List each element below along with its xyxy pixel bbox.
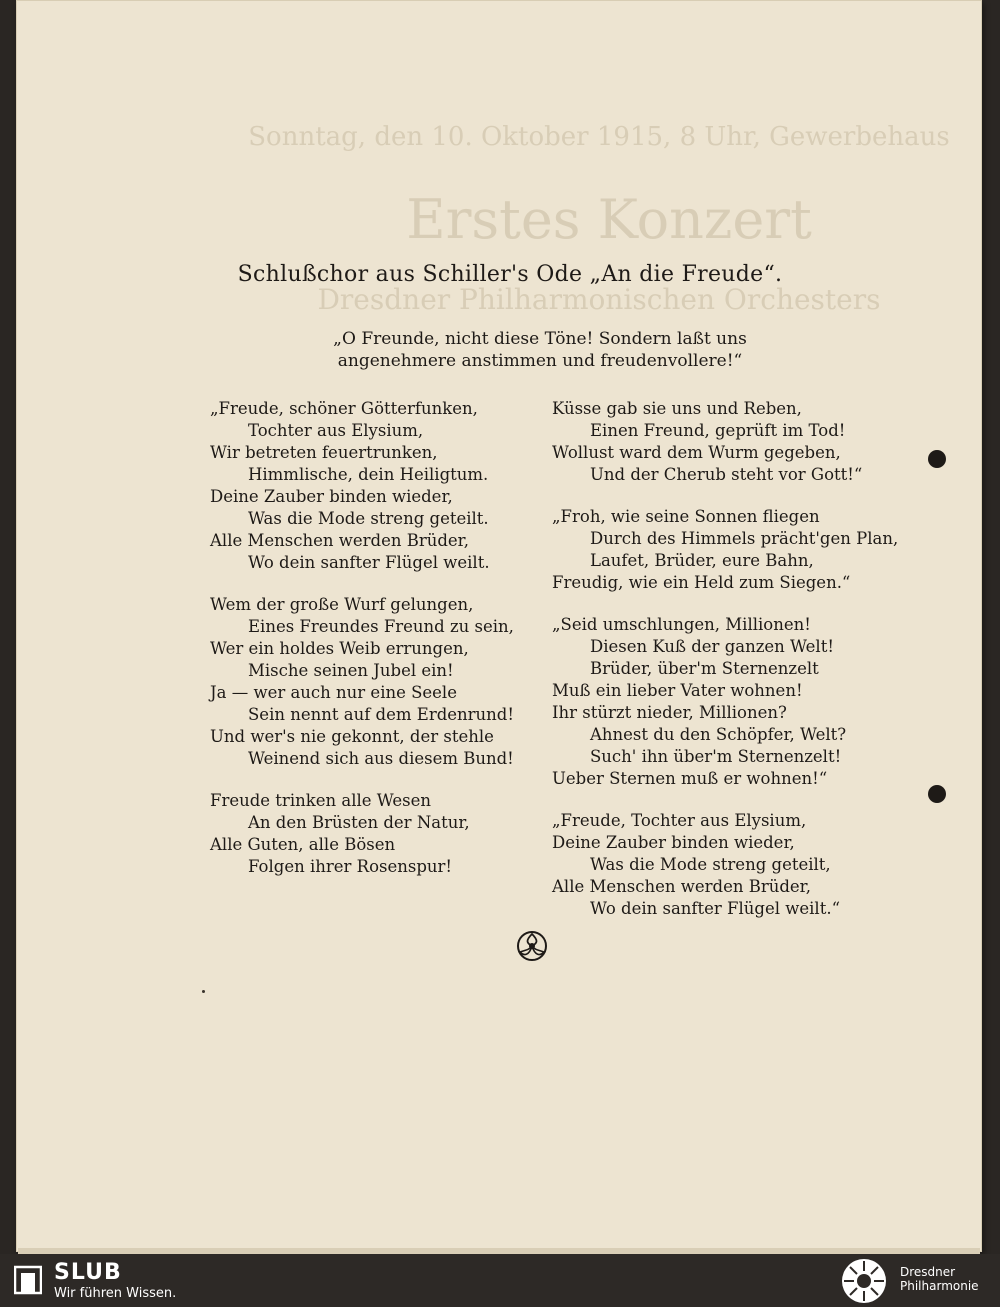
- poem-line: Wo dein sanfter Flügel weilt.“: [590, 899, 841, 918]
- poem-line: Einen Freund, geprüft im Tod!: [590, 421, 846, 440]
- philharmonie-name-line2: Philharmonie: [900, 1279, 979, 1293]
- poem-line: Muß ein lieber Vater wohnen!: [552, 681, 803, 700]
- slub-name: SLUB: [54, 1260, 122, 1285]
- poem-line: Freudig, wie ein Held zum Siegen.“: [552, 573, 851, 592]
- page-title: Schlußchor aus Schiller's Ode „An die Freude“.: [237, 262, 783, 287]
- poem-line: Ihr stürzt nieder, Millionen?: [552, 703, 787, 722]
- poem-line: Folgen ihrer Rosenspur!: [248, 857, 453, 876]
- poem-line: Ja — wer auch nur eine Seele: [210, 683, 457, 702]
- poem-line: Durch des Himmels prächt'gen Plan,: [590, 529, 899, 548]
- stanza: [552, 506, 899, 594]
- stanza: [552, 614, 872, 790]
- philharmonie-name-line1: Dresdner: [900, 1265, 956, 1279]
- poem-line: Ahnest du den Schöpfer, Welt?: [590, 725, 847, 744]
- poem-line: Laufet, Brüder, eure Bahn,: [590, 551, 814, 570]
- stanza: [210, 790, 530, 878]
- poem-line: Alle Menschen werden Brüder,: [210, 531, 469, 550]
- poem-line: „Froh, wie seine Sonnen fliegen: [552, 507, 820, 526]
- poem-line: Mische seinen Jubel ein!: [248, 661, 454, 680]
- poem-left-column: [210, 398, 530, 898]
- poem-line: „Seid umschlungen, Millionen!: [552, 615, 811, 634]
- poem-line: Himmlische, dein Heiligtum.: [248, 465, 489, 484]
- slub-logo-icon: [14, 1265, 42, 1295]
- stanza: [210, 594, 530, 770]
- paper-speck: [202, 990, 205, 993]
- stanza: [552, 398, 872, 486]
- punch-hole: [928, 785, 946, 803]
- poem-line: Wo dein sanfter Flügel weilt.: [248, 553, 490, 572]
- poem-line: Was die Mode streng geteilt.: [248, 509, 489, 528]
- epigraph-line: „O Freunde, nicht diese Töne! Sondern laßt uns: [333, 329, 747, 349]
- poem-line: Deine Zauber binden wieder,: [210, 487, 453, 506]
- poem-right-column: [552, 398, 899, 940]
- poem-line: Was die Mode streng geteilt,: [590, 855, 831, 874]
- poem-line: „Freude, schöner Götterfunken,: [210, 399, 478, 418]
- poem-line: An den Brüsten der Natur,: [248, 813, 470, 832]
- slub-tagline: Wir führen Wissen.: [54, 1286, 177, 1301]
- show-through-orchestra: Dresdner Philharmonischen Orchesters: [317, 283, 881, 316]
- poem-line: Und der Cherub steht vor Gott!“: [590, 465, 863, 484]
- poem-line: Tochter aus Elysium,: [248, 421, 424, 440]
- poem-line: Wer ein holdes Weib errungen,: [210, 639, 469, 658]
- poem-line: Wollust ward dem Wurm gegeben,: [552, 443, 841, 462]
- poem-line: Und wer's nie gekonnt, der stehle: [210, 727, 494, 746]
- poem-line: Deine Zauber binden wieder,: [552, 833, 795, 852]
- punch-hole: [928, 450, 946, 468]
- philharmonie-sunburst-icon: [840, 1257, 888, 1305]
- poem-line: Küsse gab sie uns und Reben,: [552, 399, 802, 418]
- poem-line: Alle Guten, alle Bösen: [210, 835, 396, 854]
- stanza: [210, 398, 530, 574]
- poem-line: Eines Freundes Freund zu sein,: [248, 617, 514, 636]
- poem-line: Ueber Sternen muß er wohnen!“: [552, 769, 828, 788]
- poem-line: Freude trinken alle Wesen: [210, 791, 431, 810]
- poem-line: Brüder, über'm Sternenzelt: [590, 659, 819, 678]
- poem-line: Such' ihn über'm Sternenzelt!: [590, 747, 842, 766]
- flower-ornament-icon: [516, 930, 548, 962]
- show-through-concert-title: Erstes Konzert: [406, 188, 812, 251]
- poem-line: Wem der große Wurf gelungen,: [210, 595, 474, 614]
- poem-line: Alle Menschen werden Brüder,: [552, 877, 811, 896]
- poem-line: Diesen Kuß der ganzen Welt!: [590, 637, 834, 656]
- show-through-date: Sonntag, den 10. Oktober 1915, 8 Uhr, Gewerbehaus: [248, 122, 950, 152]
- epigraph: [330, 328, 750, 372]
- poem-line: Sein nennt auf dem Erdenrund!: [248, 705, 514, 724]
- poem-line: Wir betreten feuertrunken,: [210, 443, 438, 462]
- philharmonie-name: [900, 1265, 1000, 1293]
- epigraph-line: angenehmere anstimmen und freudenvollere!“: [337, 351, 743, 371]
- poem-line: „Freude, Tochter aus Elysium,: [552, 811, 807, 830]
- poem-line: Weinend sich aus diesem Bund!: [248, 749, 514, 768]
- footer-bar: [0, 1254, 1000, 1307]
- stanza: [552, 810, 872, 920]
